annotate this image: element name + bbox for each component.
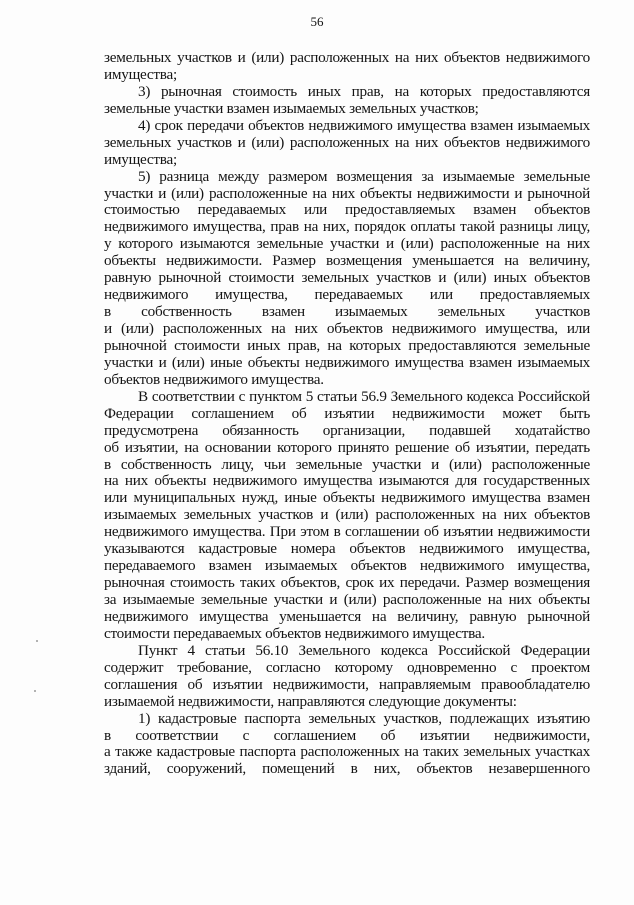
text-line: на них объекты недвижимого имущества изымаются для государственных bbox=[104, 472, 590, 490]
text-line: за изымаемые земельные участки и (или) расположенные на них объекты bbox=[104, 591, 590, 608]
text-line: недвижимого имущества, передаваемых или предоставляемых bbox=[104, 286, 590, 304]
page-number: 56 bbox=[310, 14, 324, 29]
scan-speck bbox=[36, 640, 38, 642]
body-text bbox=[104, 50, 590, 778]
text-line: соглашения об изъятии недвижимости, направляемым правообладателю bbox=[104, 675, 590, 693]
text-line: содержит требование, согласно которому одновременно с проектом bbox=[104, 658, 590, 676]
text-line: Пункт 4 статьи 56.10 Земельного кодекса Российской Федерации bbox=[138, 641, 590, 659]
text-line: изымаемых земельных участков и (или) расположенных на них объектов bbox=[104, 506, 590, 524]
text-line: имущества; bbox=[104, 65, 177, 83]
text-line: изымаемой недвижимости, направляются следующие документы: bbox=[104, 692, 517, 710]
text-line: недвижимого имущества. При этом в соглашении об изъятии недвижимости bbox=[104, 523, 590, 541]
text-line: передаваемого взамен изымаемых объектов недвижимого имущества, bbox=[104, 557, 590, 575]
text-line: а также кадастровые паспорта расположенных на таких земельных участках bbox=[104, 743, 590, 761]
text-line: 4) срок передачи объектов недвижимого имущества взамен изымаемых bbox=[138, 116, 590, 134]
text-line: объектов недвижимого имущества. bbox=[104, 370, 324, 388]
text-line: в собственность лицу, чьи земельные участки и (или) расположенные bbox=[104, 455, 590, 473]
scan-speck bbox=[34, 690, 36, 692]
text-line: равную рыночной стоимости земельных участков и (или) иных объектов bbox=[104, 269, 590, 287]
text-line: Федерации соглашением об изъятии недвижимости может быть bbox=[104, 404, 590, 422]
text-line: рыночная стоимость таких объектов, срок их передачи. Размер возмещения bbox=[104, 574, 590, 592]
text-line: участки и (или) расположенные на них объекты недвижимости и рыночной bbox=[104, 184, 590, 202]
text-line: стоимости передаваемых объектов недвижимого имущества. bbox=[104, 624, 485, 642]
text-line: В соответствии с пунктом 5 статьи 56.9 Земельного кодекса Российской bbox=[138, 387, 590, 405]
text-line: стоимостью передаваемых или предоставляемых взамен объектов bbox=[104, 201, 590, 219]
text-line: у которого изымаются земельные участки и (или) расположенные на них bbox=[104, 235, 590, 253]
text-line: или муниципальных нужд, иные объекты недвижимого имущества взамен bbox=[104, 489, 590, 507]
text-line: зданий, сооружений, помещений в них, объектов незавершенного bbox=[104, 760, 590, 778]
text-line: 5) разница между размером возмещения за изымаемые земельные bbox=[138, 167, 590, 185]
text-line: земельные участки взамен изымаемых земельных участков; bbox=[104, 99, 479, 117]
text-line: земельных участков и (или) расположенных на них объектов недвижимого bbox=[104, 133, 590, 151]
text-line: рыночной стоимости иных прав, на которых предоставляются земельные bbox=[104, 336, 590, 354]
text-line: объекты недвижимости. Размер возмещения уменьшается на величину, bbox=[104, 252, 590, 270]
text-line: недвижимого имущества, прав на них, порядок оплаты такой разницы лицу, bbox=[104, 218, 590, 236]
text-line: в соответствии с соглашением об изъятии недвижимости, bbox=[104, 726, 590, 744]
text-line: указываются кадастровые номера объектов недвижимого имущества, bbox=[104, 540, 590, 558]
text-line: предусмотрена обязанность организации, подавшей ходатайство bbox=[104, 421, 590, 439]
text-line: 3) рыночная стоимость иных прав, на которых предоставляются bbox=[138, 82, 590, 100]
text-line: участки и (или) иные объекты недвижимого имущества взамен изымаемых bbox=[104, 353, 590, 371]
text-line: имущества; bbox=[104, 150, 177, 168]
text-line: в собственность взамен изымаемых земельных участков bbox=[104, 303, 590, 321]
text-line: и (или) расположенных на них объектов недвижимого имущества, или bbox=[104, 320, 590, 337]
text-line: земельных участков и (или) расположенных на них объектов недвижимого bbox=[104, 49, 590, 66]
text-line: 1) кадастровые паспорта земельных участков, подлежащих изъятию bbox=[138, 709, 590, 727]
text-line: об изъятии, на основании которого принято решение об изъятии, передать bbox=[104, 438, 590, 456]
text-line: недвижимого имущества уменьшается на величину, равную рыночной bbox=[104, 607, 590, 625]
